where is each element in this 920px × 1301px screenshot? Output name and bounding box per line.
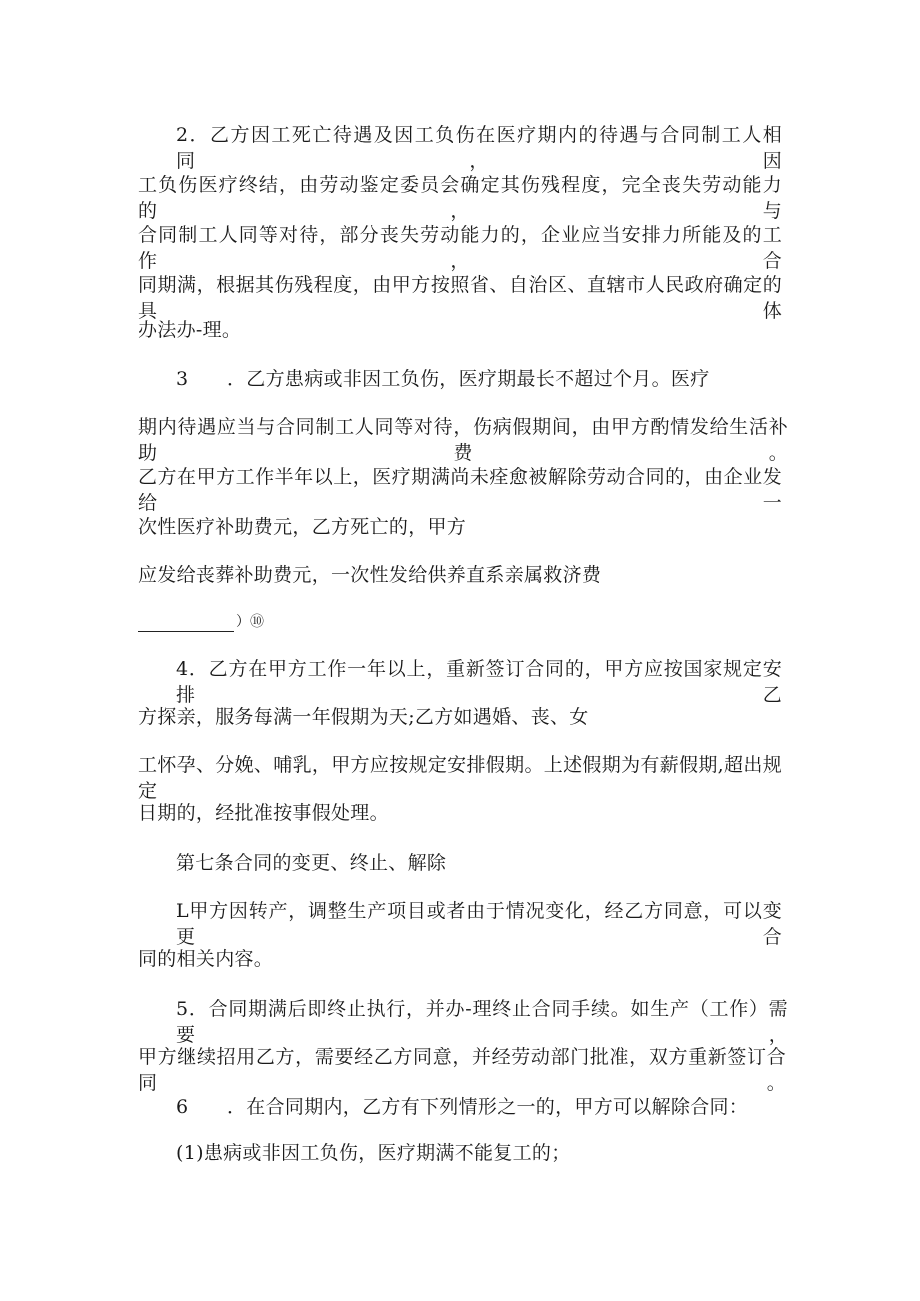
- paragraph-3-tail: ）⑩: [236, 614, 264, 630]
- paragraph-3-line-2: 期内待遇应当与合同制工人同等对待，伤病假期间，由甲方酌情发给生活补助费。: [138, 416, 788, 464]
- paragraph-2-line-3: 合同制工人同等对待，部分丧失劳动能力的，企业应当安排力所能及的工作，合: [138, 224, 782, 272]
- paragraph-4-line-1: 4．乙方在甲方工作一年以上，重新签订合同的，甲方应按国家规定安排乙: [176, 658, 782, 706]
- fill-in-blank: [138, 631, 234, 632]
- clause-5-line-1: 5．合同期满后即终止执行，并办-理终止合同手续。如生产（工作）需要，: [176, 998, 788, 1046]
- clause-1-line-1: L甲方因转产，调整生产项目或者由于情况变化，经乙方同意，可以变更合: [176, 900, 782, 948]
- paragraph-3-line-3: 乙方在甲方工作半年以上，医疗期满尚未痊愈被解除劳动合同的，由企业发给一: [138, 466, 782, 514]
- paragraph-3-line-5: 应发给丧葬补助费元，一次性发给供养直系亲属救济费: [138, 564, 602, 586]
- paragraph-4-line-3: 工怀孕、分娩、哺乳，甲方应按规定安排假期。上述假期为有薪假期,超出规定: [138, 754, 782, 802]
- clause-6-line-1: 6 ．在合同期内，乙方有下列情形之一的，甲方可以解除合同：: [176, 1096, 749, 1118]
- paragraph-3-line-4: 次性医疗补助费元，乙方死亡的，甲方: [138, 516, 467, 538]
- paragraph-4-line-4: 日期的，经批准按事假处理。: [138, 802, 389, 824]
- clause-1-line-2: 同的相关内容。: [138, 948, 274, 970]
- section-heading: 第七条合同的变更、终止、解除: [176, 852, 447, 874]
- paragraph-2-line-5: 办法办-理。: [138, 319, 242, 341]
- paragraph-2-line-2: 工负伤医疗终结，由劳动鉴定委员会确定其伤残程度，完全丧失劳动能力的，与: [138, 174, 782, 222]
- paragraph-2-line-1: 2．乙方因工死亡待遇及因工负伤在医疗期内的待遇与合同制工人相同，因: [176, 124, 782, 172]
- paragraph-2-line-4: 同期满，根据其伤残程度，由甲方按照省、自治区、直辖市人民政府确定的具体: [138, 274, 782, 322]
- paragraph-3-line-1: 3 ．乙方患病或非因工负伤，医疗期最长不超过个月。医疗: [176, 368, 710, 390]
- clause-5-line-2: 甲方继续招用乙方，需要经乙方同意，并经劳动部门批准，双方重新签订合同。: [138, 1046, 786, 1094]
- clause-6-item-1: (1)患病或非因工负伤，医疗期满不能复工的；: [176, 1142, 571, 1164]
- paragraph-4-line-2: 方探亲，服务每满一年假期为天;乙方如遇婚、丧、女: [138, 706, 589, 728]
